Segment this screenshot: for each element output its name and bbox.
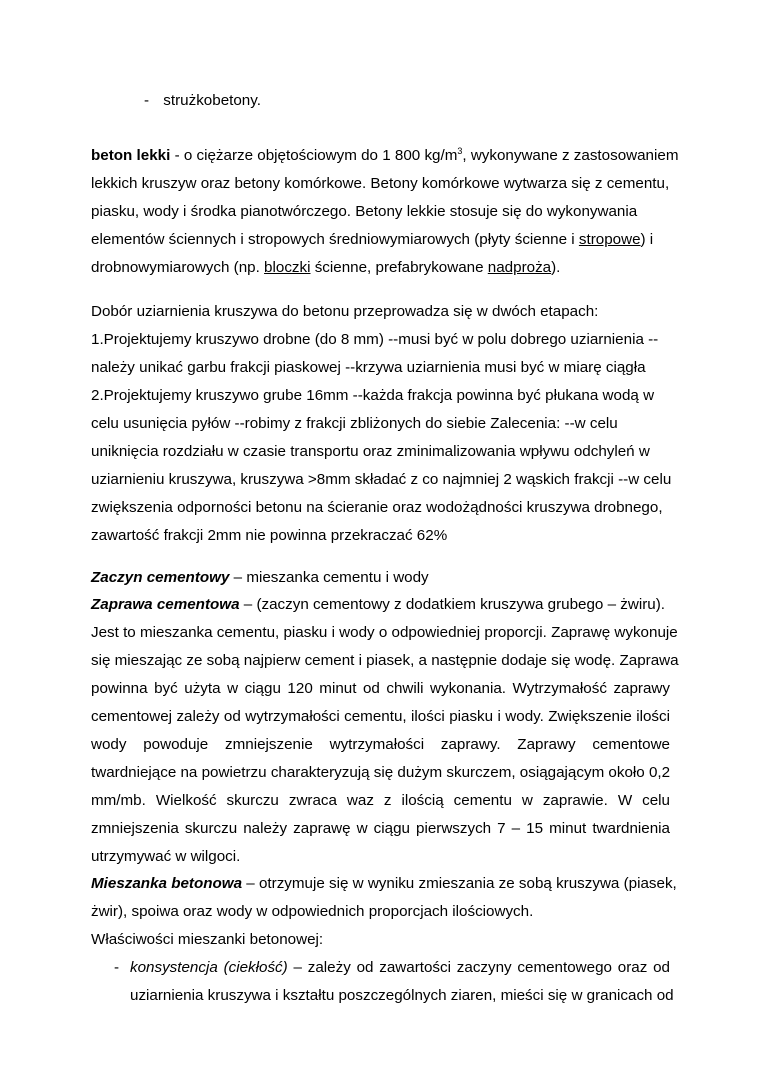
paragraph-line: mm/mb. Wielkość skurczu zwraca waz z ilością cementu w zaprawie. W celu: [91, 792, 670, 809]
link-nadproza[interactable]: nadproża: [487, 259, 552, 276]
paragraph-line: Zaczyn cementowy – mieszanka cementu i wody: [91, 569, 429, 586]
term-zaprawa-cementowa: Zaprawa cementowa: [91, 596, 240, 613]
paragraph-line: zawartość frakcji 2mm nie powinna przekraczać 62%: [91, 527, 448, 544]
paragraph-line: drobnowymiarowych (np. bloczki ścienne, prefabrykowane nadproża).: [91, 259, 561, 276]
paragraph-line: uziarnieniu kruszywa, kruszywa >8mm składać z co najmniej 2 wąskich frakcji --w celu: [91, 471, 672, 488]
paragraph-line: Dobór uziarnienia kruszywa do betonu przeprowadza się w dwóch etapach:: [91, 303, 599, 320]
paragraph-line: twardniejące na powietrzu charakteryzują się dużym skurczem, osiągającym około 0,2: [91, 764, 671, 781]
list-dash: -: [144, 92, 150, 109]
list-item-konsystencja: konsystencja (ciekłość) – zależy od zawartości zaczyny cementowego oraz od: [130, 959, 670, 976]
paragraph-line: uziarnienia kruszywa i kształtu poszczególnych ziaren, mieści się w granicach od: [130, 987, 674, 1004]
paragraph-line: elementów ściennych i stropowych średniowymiarowych (płyty ścienne i stropowe) i: [91, 231, 654, 248]
paragraph-line: utrzymywać w wilgoci.: [91, 848, 241, 865]
paragraph-line: wody powoduje zmniejszenie wytrzymałości zaprawy. Zaprawy cementowe: [91, 736, 670, 753]
link-bloczki[interactable]: bloczki: [264, 259, 311, 276]
paragraph-line: 2.Projektujemy kruszywo grube 16mm --każda frakcja powinna być płukana wodą w: [91, 387, 655, 404]
paragraph-line: celu usunięcia pyłów --robimy z frakcji zbliżonych do siebie Zalecenia: --w celu: [91, 415, 618, 432]
section-heading: Właściwości mieszanki betonowej:: [91, 931, 324, 948]
paragraph-line: zmniejszenia skurczu należy zaprawę w ciągu pierwszych 7 – 15 minut twardnienia: [91, 820, 670, 837]
paragraph-line: Zaprawa cementowa – (zaczyn cementowy z dodatkiem kruszywa grubego – żwiru).: [91, 596, 665, 613]
list-item-text: strużkobetony.: [163, 92, 261, 109]
term-mieszanka-betonowa: Mieszanka betonowa: [91, 875, 243, 892]
term-zaczyn-cementowy: Zaczyn cementowy: [91, 569, 230, 586]
paragraph-line: Mieszanka betonowa – otrzymuje się w wyniku zmieszania ze sobą kruszywa (piasek,: [91, 875, 677, 892]
link-stropowe[interactable]: stropowe: [578, 231, 641, 248]
paragraph-line: zwiększenia odporności betonu na ścieranie oraz wodożądności kruszywa drobnego,: [91, 499, 663, 516]
paragraph-line: piasku, wody i środka pianotwórczego. Betony lekkie stosuje się do wykonywania: [91, 203, 638, 220]
paragraph-line: uniknięcia rozdziału w czasie transportu oraz zminimalizowania wpływu odchyleń w: [91, 443, 650, 460]
term-beton-lekki: beton lekki: [91, 147, 171, 164]
paragraph-line: 1.Projektujemy kruszywo drobne (do 8 mm) --musi być w polu dobrego uziarnienia --: [91, 331, 659, 348]
term-konsystencja: konsystencja (ciekłość): [130, 959, 288, 976]
list-item-struzkobetony: [144, 91, 261, 111]
paragraph-line: powinna być użyta w ciągu 120 minut od chwili wykonania. Wytrzymałość zaprawy: [91, 680, 670, 697]
paragraph-line: należy unikać garbu frakcji piaskowej --krzywa uziarnienia musi być w miarę ciągła: [91, 359, 646, 376]
paragraph-line: beton lekki - o ciężarze objętościowym do 1 800 $kg/m^3$, wykonywane z zastosowaniem: [91, 146, 679, 164]
paragraph-line: cementowej zależy od wytrzymałości cementu, ilości piasku i wody. Zwiększenie ilości: [91, 708, 670, 725]
paragraph-line: lekkich kruszyw oraz betony komórkowe. Betony komórkowe wytwarza się z cementu,: [91, 175, 670, 192]
paragraph-line: Jest to mieszanka cementu, piasku i wody o odpowiedniej proporcji. Zaprawę wykonuje: [91, 624, 678, 641]
paragraph-line: żwir), spoiwa oraz wody w odpowiednich proporcjach ilościowych.: [91, 903, 534, 920]
list-dash: -: [114, 959, 120, 976]
paragraph-line: się mieszając ze sobą najpierw cement i piasek, a następnie dodaje się wodę. Zaprawa: [91, 652, 679, 669]
